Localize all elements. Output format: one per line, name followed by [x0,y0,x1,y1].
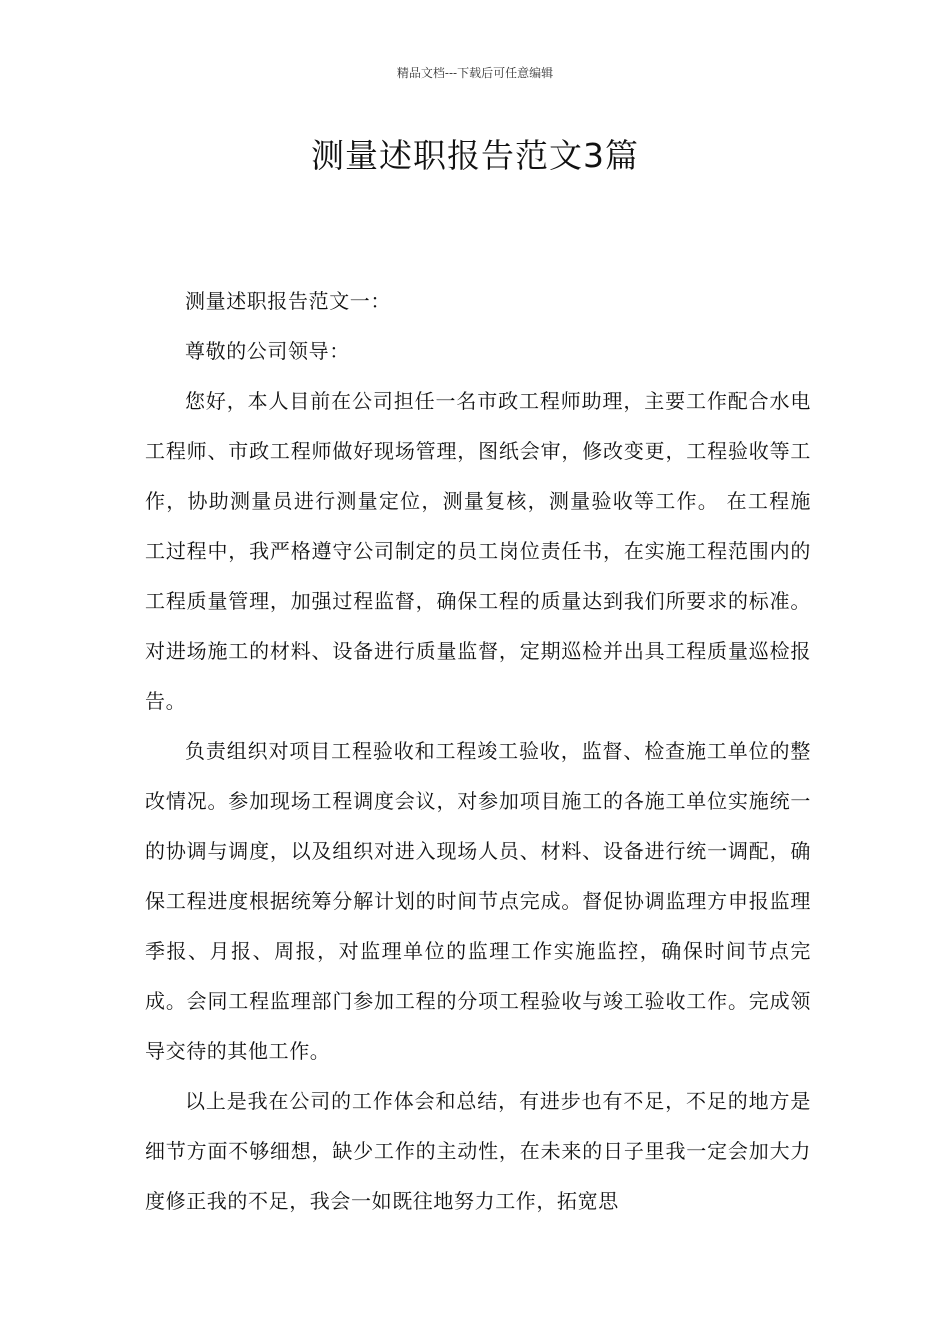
paragraph-summary: 以上是我在公司的工作体会和总结，有进步也有不足，不足的地方是细节方面不够细想，缺少工作的主动性，在未来的日子里我一定会加大力度修正我的不足，我会一如既往地努力工作，拓宽思 [145,1089,811,1213]
header-note: 精品文档---下载后可任意编辑 [396,66,554,80]
document-body [145,276,811,1226]
paragraph-salutation: 尊敬的公司领导： [185,339,350,363]
paragraph-intro: 您好，本人目前在公司担任一名市政工程师助理，主要工作配合水电工程师、市政工程师做好现场管理，图纸会审，修改变更，工程验收等工作，协助测量员进行测量定位，测量复核，测量验收等工作。 在工程施工过程中，我严格遵守公司制定的员工岗位责任书，在实施工程范围内的工程质量管理，加强过程监督，确保工程的质量达到我们所要求的标准。对进场施工的材料、设备进行质量监督，定期巡检并出具工程质量巡检报告。 [145,389,811,713]
document-title: 测量述职报告范文3篇 [311,136,639,175]
paragraph-section-heading: 测量述职报告范文一： [185,289,391,313]
paragraph-responsibilities: 负责组织对项目工程验收和工程竣工验收，监督、检查施工单位的整改情况。参加现场工程调度会议，对参加项目施工的各施工单位实施统一的协调与调度，以及组织对进入现场人员、材料、设备进行统一调配，确保工程进度根据统筹分解计划的时间节点完成。督促协调监理方申报监理季报、月报、周报，对监理单位的监理工作实施监控，确保时间节点完成。会同工程监理部门参加工程的分项工程验收与竣工验收工作。完成领导交待的其他工作。 [145,739,811,1063]
